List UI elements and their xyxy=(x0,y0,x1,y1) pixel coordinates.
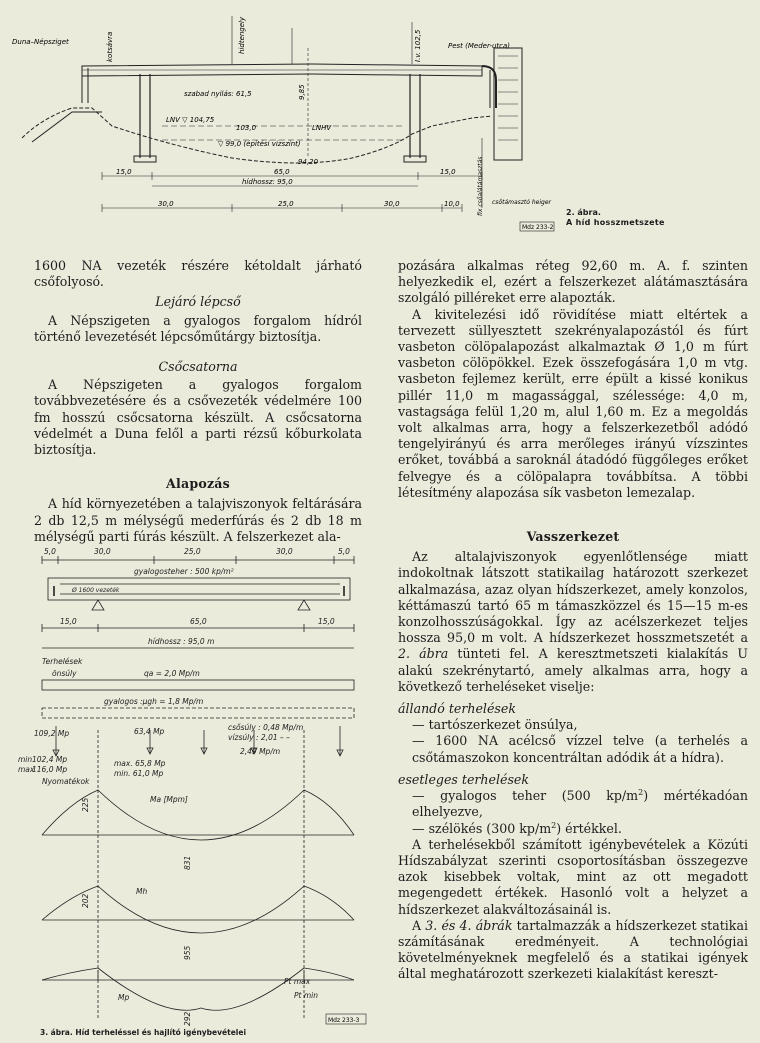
fig2-right-bank: Pest (Meder-utca) xyxy=(448,42,511,50)
fig3-load-63: 63,4 Mp xyxy=(134,727,165,736)
fig2-pipe-label: fix csőalátámasztás xyxy=(477,156,484,216)
fig3-load-109: 109,2 Mp xyxy=(34,729,70,738)
list-item-4-a: — szélökés (300 kp/m xyxy=(412,820,552,836)
fig3-min-label: min xyxy=(18,755,33,764)
fig3-dim-top-3: 30,0 xyxy=(276,547,293,556)
fig2-dim-95: hídhossz: 95,0 xyxy=(242,178,293,186)
figure-2-caption-text: A híd hosszmetszete xyxy=(566,218,665,227)
fig3-sum-249: 2,49 Mp/m xyxy=(240,747,281,756)
right-paragraph-5 xyxy=(398,918,748,983)
fig2-dim-25: 25,0 xyxy=(278,200,294,208)
figure-3-loads-moments xyxy=(14,540,374,1030)
fig2-dim-65: 65,0 xyxy=(274,168,290,176)
fig2-left-bank: Duna–Népsziget xyxy=(12,38,69,46)
fig3-ptmax: Pt max xyxy=(284,977,311,986)
fig2-bottom-level: 94,20 xyxy=(298,158,319,166)
list-item-3-sup: 2 xyxy=(638,787,644,797)
heading-csocsatorna: Csőcsatorna xyxy=(158,359,238,375)
fig3-vizsuly: vízsúly : 2,01 – – xyxy=(228,733,290,742)
fig2-dim-15-right: 15,0 xyxy=(440,168,456,176)
fig3-onsuly: önsúly xyxy=(52,669,77,678)
right-paragraph-5-ref: 3. és 4. ábrák xyxy=(425,917,513,933)
fig2-lnv: LNV ▽ 104,75 xyxy=(166,116,215,124)
list-item-1: — tartószerkezet önsúlya, xyxy=(412,717,578,733)
fig2-rail-label: hidtengely xyxy=(238,16,246,54)
right-paragraph-5-a: A xyxy=(412,917,426,933)
fig3-mp: Mp xyxy=(118,993,130,1002)
heading-lejaro-lepcso: Lejáró lépcső xyxy=(155,294,241,310)
fig3-stamp: Mdz 233-3 xyxy=(328,1017,360,1024)
list-item-4 xyxy=(398,821,748,837)
fig3-hidhossz: hídhossz : 95,0 m xyxy=(148,637,215,646)
heading-vasszerkezet: Vasszerkezet xyxy=(526,529,620,545)
fig2-mid-label: kotsávra xyxy=(106,31,114,62)
fig3-pipe-label: Ø 1600 vezeték xyxy=(72,587,120,594)
left-column xyxy=(34,258,362,545)
figure-3-caption: 3. ábra. Híd terheléssel és hajlító igénybevételei xyxy=(40,1028,247,1037)
fig2-mid-level: 103,0 xyxy=(236,124,257,132)
fig3-nyomatekok: Nyomatékok xyxy=(42,777,90,786)
left-paragraph-2: A Népszigeten a gyalogos forgalom hídról történő levezetését lépcsőműtárgy biztosítja. xyxy=(34,312,362,344)
right-paragraph-4: A terhelésekből számított igénybevételek a Közúti Hídszabályzat szerinti csoportosításban összegezve azok kisebbek voltak, mint az ott megadott megengedett értékek. Hasonló volt a helyzet a hídszerkezet alakváltozásainál is. xyxy=(398,836,748,917)
figure-2-caption xyxy=(566,208,665,228)
fig3-max-val: 116,0 Mp xyxy=(32,765,68,774)
left-paragraph-4: A híd környezetében a talajviszonyok feltárására 2 db 12,5 m mélységű mederfúrás és 2 db 18 m mélységű parti fúrás készült. A felszerkezet ala- xyxy=(34,496,362,544)
fig3-max-label: max xyxy=(18,765,35,774)
list-item-2: — 1600 NA acélcső vízzel telve (a terhelés a csőtámaszokon koncentráltan adódik át a hídra). xyxy=(412,733,748,765)
list-item-3-b: ) mértékadóan elhelyezve, xyxy=(412,788,749,820)
heading-allando-terhelesek: állandó terhelések xyxy=(398,701,516,717)
heading-alapozas: Alapozás xyxy=(166,476,230,492)
fig3-v955: 955 xyxy=(183,945,192,960)
fig3-mh: Mh xyxy=(136,887,148,896)
fig2-clear-span: szabad nyilás: 61,5 xyxy=(184,90,252,98)
fig3-gyalogos-teher: gyalogosteher : 500 kp/m² xyxy=(134,567,234,576)
fig3-min-val: 102,4 Mp xyxy=(32,755,68,764)
right-column xyxy=(398,258,748,983)
fig3-dim-mid-2: 15,0 xyxy=(318,617,335,626)
heading-esetleges-terhelesek: esetleges terhelések xyxy=(398,771,530,787)
right-paragraph-3-ref: 2. ábra xyxy=(398,646,449,662)
list-item-4-sup: 2 xyxy=(551,820,557,830)
fig2-build-water: ▽ 99,0 (építési vízszint) xyxy=(218,140,301,148)
fig3-v202: 202 xyxy=(81,893,90,908)
fig3-dim-top-0: 5,0 xyxy=(44,547,56,556)
right-paragraph-3-b: tünteti fel. A keresztmetszeti kialakítás U alakú szekrénytartó, amely alkalmas arra, hogy a következő terheléseket viselje: xyxy=(398,646,748,694)
fig3-csosuly: csősúly : 0,48 Mp/m xyxy=(228,723,304,732)
fig3-v292: 292 xyxy=(183,1011,192,1026)
fig2-dim-30-right: 30,0 xyxy=(384,200,400,208)
fig3-dim-mid-0: 15,0 xyxy=(60,617,77,626)
fig2-dim-10: 10,0 xyxy=(444,200,460,208)
fig3-terhelesek: Terhelések xyxy=(42,657,83,666)
right-paragraph-3-a: Az altalajviszonyok egyenlőtlensége miatt indokoltnak látszott statikailag határozott szerkezet alkalmazása, azaz olyan hídszerkezet, amely konzolos, kéttámaszú tartó 65 m támaszközzel és 15—15 m-es konzolhosszúságokkal. Így az acélszerkezet teljes hossza 95,0 m volt. A hídszerkezet hosszmetszetét a xyxy=(398,549,748,646)
left-paragraph-3: A Népszigeten a gyalogos forgalom továbbvezetésére és a csővezeték védelmére 100 fm hosszú csőcsatorna készült. A csőcsatorna védelmét a Duna felől a parti rézsű kőburkolata biztosítja. xyxy=(34,377,362,458)
fig3-max-mid: max. 65,8 Mp xyxy=(114,759,166,768)
fig3-ptmin: Pt min xyxy=(294,991,318,1000)
right-paragraph-2: A kivitelezési idő rövidítése miatt eltértek a tervezett süllyesztett szekrényalapozástól és fúrt vasbeton cölöpalapozást alkalmaztak Ø 1,0 m fúrt vasbeton cölöpökkel. Ezek összefogására 1,0 m vtg. vasbeton fejlemez került, erre épült a kissé konikus pillér 11,0 m magassággal, szélessége: 4,0 m, vastagsága felül 1,20 m, alul 1,60 m. Ez a megoldás volt alkalmas arra, hogy a felszerkezetből adódó tengelyirányú és arra merőleges irányú vízszintes erőket, továbbá a saroknál átadódó függőleges erőket felvegye és a cölöpalapra továbbítsa. A többi létesítmény alapozása sík vasbeton lemezalap. xyxy=(398,306,748,500)
fig3-dim-top-1: 30,0 xyxy=(94,547,111,556)
fig3-qa: qa = 2,0 Mp/m xyxy=(144,669,200,678)
fig3-dim-mid-1: 65,0 xyxy=(190,617,207,626)
fig2-dim-30-left: 30,0 xyxy=(158,200,174,208)
fig3-min-mid: min. 61,0 Mp xyxy=(114,769,164,778)
fig2-dim-15-left: 15,0 xyxy=(116,168,132,176)
fig3-v831: 831 xyxy=(183,855,192,870)
fig2-pipe-support: csőtámasztó heiger xyxy=(492,199,551,206)
left-paragraph-1: 1600 NA vezeték részére kétoldalt járható csőfolyosó. xyxy=(34,258,362,290)
fig3-gyalogos: gyalogos :μgh = 1,8 Mp/m xyxy=(104,697,204,706)
right-paragraph-1: pozására alkalmas réteg 92,60 m. A. f. szinten helyezkedik el, ezért a felszerkezet alátámasztására szolgáló pilléreket erre alapozták. xyxy=(398,258,748,306)
fig3-dim-top-2: 25,0 xyxy=(184,547,201,556)
fig2-stamp: Mdz 233-2 xyxy=(522,224,554,231)
fig3-dim-top-4: 5,0 xyxy=(338,547,350,556)
list-item-3 xyxy=(398,788,748,820)
fig3-ma: Ma [Mpm] xyxy=(150,795,188,804)
fig3-v225: 225 xyxy=(81,797,90,812)
fig2-lnhv: LNHV xyxy=(312,124,332,132)
list-item-3-a: — gyalogos teher (500 kp/m xyxy=(412,788,639,804)
figure-2-caption-number: 2. ábra. xyxy=(566,208,601,217)
right-paragraph-3 xyxy=(398,549,748,695)
list-item-4-b: ) értékkel. xyxy=(556,820,622,836)
fig2-pier-label: I.v. 102,5 xyxy=(414,29,422,62)
fig2-height-label: 9,85 xyxy=(298,84,306,100)
right-paragraph-5-b: tartalmazzák a hídszerkezet statikai számításának eredményeit. A technológiai követelményeknek megfelelő és a statikai igények által meghatározott szerkezeti kialakítást kereszt- xyxy=(398,917,748,982)
